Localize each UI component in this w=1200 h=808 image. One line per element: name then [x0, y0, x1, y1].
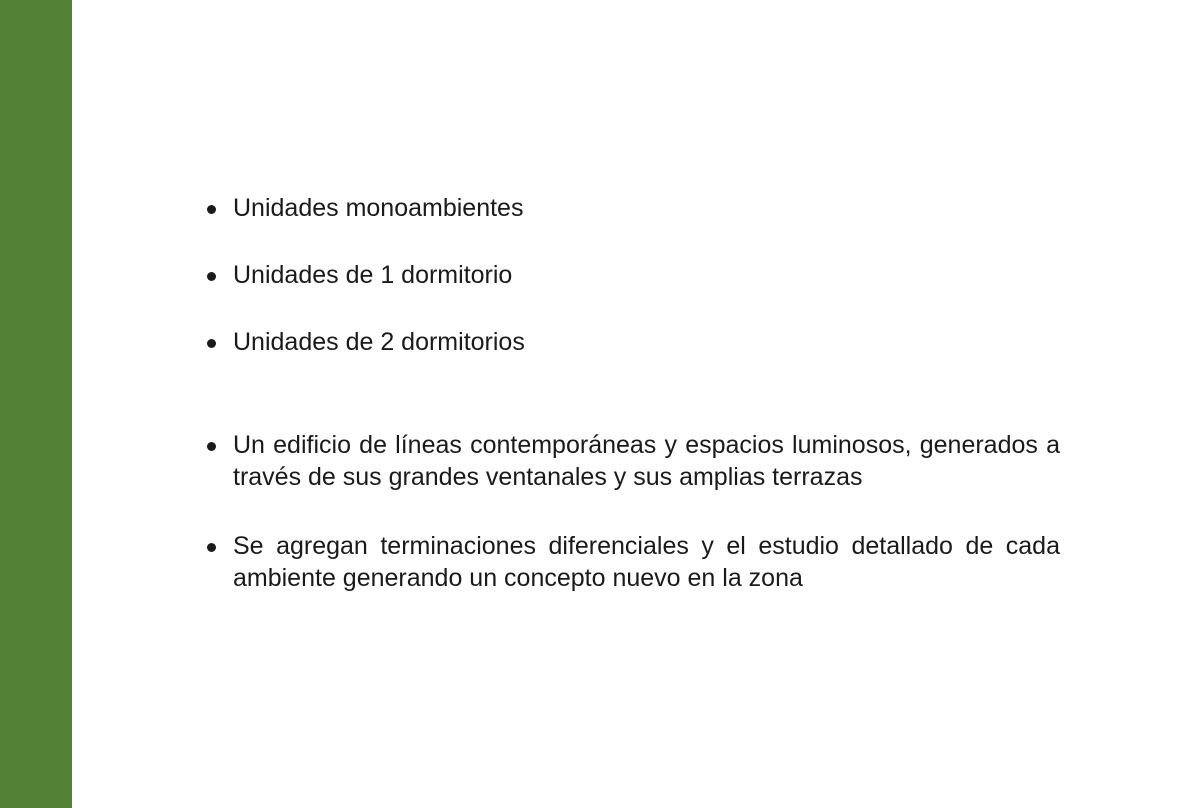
bullet-text: Se agregan terminaciones diferenciales y el estudio detallado de cada ambiente generando un concepto nuevo en la zona [233, 532, 1060, 592]
bullet-dot-icon [207, 429, 233, 461]
bullet-dot-icon [207, 192, 233, 224]
bullet-text: Unidades monoambientes [233, 194, 524, 222]
accent-side-bar [0, 0, 72, 808]
bullet-dot-icon [207, 530, 233, 562]
bullet-item-2-dormitorios [207, 326, 1060, 358]
bullet-item-monoambientes [207, 192, 1060, 224]
bullet-text: Unidades de 1 dormitorio [233, 261, 513, 289]
bullet-item-1-dormitorio [207, 259, 1060, 291]
bullet-dot-icon [207, 259, 233, 291]
bullet-text: Un edificio de líneas contemporáneas y espacios luminosos, generados a través de sus grandes ventanales y sus amplias terrazas [233, 431, 1060, 491]
bullet-text: Unidades de 2 dormitorios [233, 328, 525, 356]
bullet-dot-icon [207, 326, 233, 358]
bullet-item-terminaciones [207, 530, 1060, 594]
bullet-item-edificio [207, 429, 1060, 493]
